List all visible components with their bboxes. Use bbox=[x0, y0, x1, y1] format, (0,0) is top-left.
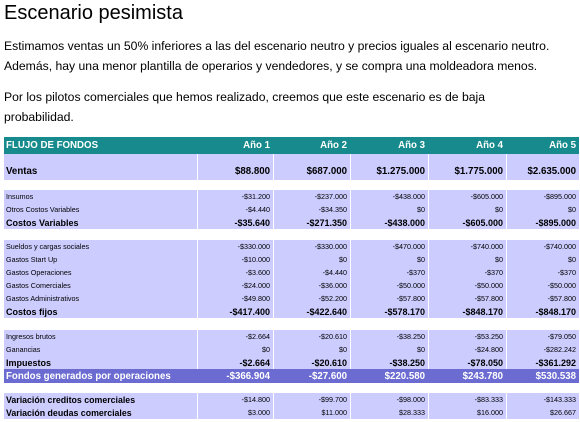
value-cell: -$57.800 bbox=[350, 292, 428, 305]
row-label: Insumos bbox=[6, 192, 34, 201]
value-cell: $26.667 bbox=[506, 406, 579, 419]
row-label: Gastos Comerciales bbox=[6, 281, 71, 290]
value-cell: -$27.600 bbox=[308, 370, 347, 382]
row-label: Gastos Operaciones bbox=[6, 268, 72, 277]
row-label: Sueldos y cargas sociales bbox=[6, 242, 90, 251]
value-cell: -$2.664 bbox=[197, 356, 273, 369]
value-cell: -$49.800 bbox=[197, 292, 273, 305]
table-title: FLUJO DE FONDOS bbox=[6, 140, 99, 151]
value-cell: -$848.170 bbox=[428, 305, 506, 318]
value-cell: -$438.000 bbox=[350, 216, 428, 229]
table-row-ganancias bbox=[4, 343, 579, 356]
spacer-row bbox=[4, 229, 579, 240]
value-cell: -$98.000 bbox=[350, 393, 428, 406]
row-label: Variación deudas comerciales bbox=[6, 407, 132, 418]
value-cell: -$38.250 bbox=[350, 330, 428, 343]
value-cell: -$895.000 bbox=[506, 216, 579, 229]
value-cell: -$370 bbox=[428, 266, 506, 279]
table-row-otros-costos-variables bbox=[4, 203, 579, 216]
value-cell: $0 bbox=[350, 343, 428, 356]
row-label: Ingresos brutos bbox=[6, 332, 56, 341]
value-cell: $11.000 bbox=[273, 406, 350, 419]
row-label: Variación creditos comerciales bbox=[6, 394, 136, 405]
table-row-ingresos-brutos bbox=[4, 330, 579, 343]
value-cell: -$3.600 bbox=[197, 266, 273, 279]
value-cell: -$271.350 bbox=[273, 216, 350, 229]
value-cell: -$4.440 bbox=[273, 266, 350, 279]
value-cell: -$237.000 bbox=[273, 190, 350, 203]
value-cell: -$78.050 bbox=[428, 356, 506, 369]
paragraph-line: probabilidad. bbox=[4, 110, 74, 124]
value-cell: $3.000 bbox=[197, 406, 273, 419]
value-cell: -$370 bbox=[506, 266, 579, 279]
value-cell: $0 bbox=[350, 253, 428, 266]
table-row-ventas bbox=[4, 162, 579, 180]
spacer-cell bbox=[428, 154, 506, 162]
column-header-year-2: Año 2 bbox=[320, 140, 347, 151]
value-cell: -$31.200 bbox=[197, 190, 273, 203]
column-header-year-4: Año 4 bbox=[476, 140, 503, 151]
column-header-year-5: Año 5 bbox=[549, 140, 576, 151]
spacer-cell bbox=[197, 154, 273, 162]
table-row-gastos-operaciones bbox=[4, 266, 579, 279]
value-cell: $687.000 bbox=[273, 162, 350, 180]
value-cell: -$470.000 bbox=[350, 240, 428, 253]
paragraph-line: Estimamos ventas un 50% inferiores a las del escenario neutro y precios iguales al escenario neutro. bbox=[4, 39, 550, 53]
value-cell: -$20.610 bbox=[273, 330, 350, 343]
value-cell: $0 bbox=[197, 343, 273, 356]
value-cell: -$57.800 bbox=[506, 292, 579, 305]
spacer-row bbox=[4, 180, 579, 190]
value-cell: -$14.800 bbox=[197, 393, 273, 406]
value-cell: -$848.170 bbox=[506, 305, 579, 318]
value-cell: -$2.664 bbox=[197, 330, 273, 343]
value-cell: -$36.000 bbox=[273, 279, 350, 292]
value-cell: $220.580 bbox=[384, 370, 425, 382]
page-title: Escenario pesimista bbox=[4, 2, 183, 24]
value-cell: -$83.333 bbox=[428, 393, 506, 406]
value-cell: -$740.000 bbox=[428, 240, 506, 253]
value-cell: -$282.242 bbox=[506, 343, 579, 356]
table-header-row bbox=[4, 137, 579, 154]
value-cell: $0 bbox=[350, 203, 428, 216]
row-label: Costos fijos bbox=[6, 306, 58, 317]
table-row-variacion-deudas bbox=[4, 406, 579, 419]
row-label: Fondos generados por operaciones bbox=[6, 370, 171, 382]
value-cell: -$605.000 bbox=[428, 190, 506, 203]
row-label: Gastos Administrativos bbox=[6, 294, 80, 303]
value-cell: $530.538 bbox=[535, 370, 576, 382]
paragraph-line: Además, hay una menor plantilla de operarios y vendedores, y se compra una moldeadora menos. bbox=[4, 59, 538, 73]
value-cell: $2.635.000 bbox=[506, 162, 579, 180]
value-cell: -$422.640 bbox=[273, 305, 350, 318]
row-label: Otros Costos Variables bbox=[6, 205, 80, 214]
spacer-cell bbox=[4, 154, 197, 162]
spacer-cell bbox=[273, 154, 350, 162]
value-cell: $0 bbox=[273, 253, 350, 266]
value-cell: $0 bbox=[506, 203, 579, 216]
value-cell: $0 bbox=[506, 253, 579, 266]
value-cell: -$50.000 bbox=[350, 279, 428, 292]
table-row-gastos-administrativos bbox=[4, 292, 579, 305]
row-label: Impuestos bbox=[6, 357, 52, 368]
table-row-gastos-start-up bbox=[4, 253, 579, 266]
value-cell: -$50.000 bbox=[428, 279, 506, 292]
value-cell: -$366.904 bbox=[226, 370, 270, 382]
value-cell: -$20.610 bbox=[273, 356, 350, 369]
value-cell: -$361.292 bbox=[506, 356, 579, 369]
column-header-year-1: Año 1 bbox=[243, 140, 270, 151]
value-cell: -$53.250 bbox=[428, 330, 506, 343]
table-row-impuestos bbox=[4, 356, 579, 369]
value-cell: $1.275.000 bbox=[350, 162, 428, 180]
value-cell: -$143.333 bbox=[506, 393, 579, 406]
value-cell: -$34.350 bbox=[273, 203, 350, 216]
spacer-row bbox=[4, 154, 579, 162]
value-cell: $88.800 bbox=[197, 162, 273, 180]
row-label: Gastos Start Up bbox=[6, 255, 58, 264]
value-cell: -$330.000 bbox=[197, 240, 273, 253]
row-label: Ganancias bbox=[6, 345, 41, 354]
table-row-sueldos bbox=[4, 240, 579, 253]
value-cell: -$10.000 bbox=[197, 253, 273, 266]
intro-paragraph bbox=[4, 36, 576, 76]
value-cell: -$417.400 bbox=[197, 305, 273, 318]
value-cell: -$605.000 bbox=[428, 216, 506, 229]
value-cell: -$4.440 bbox=[197, 203, 273, 216]
value-cell: -$740.000 bbox=[506, 240, 579, 253]
value-cell: -$438.000 bbox=[350, 190, 428, 203]
row-label: Costos Variables bbox=[6, 217, 79, 228]
probability-paragraph bbox=[4, 87, 576, 127]
column-header-year-3: Año 3 bbox=[398, 140, 425, 151]
value-cell: $243.780 bbox=[462, 370, 503, 382]
spacer-cell bbox=[506, 154, 579, 162]
table-row-gastos-comerciales bbox=[4, 279, 579, 292]
value-cell: -$38.250 bbox=[350, 356, 428, 369]
value-cell: $16.000 bbox=[428, 406, 506, 419]
value-cell: -$24.800 bbox=[428, 343, 506, 356]
value-cell: -$330.000 bbox=[273, 240, 350, 253]
value-cell: $28.333 bbox=[350, 406, 428, 419]
value-cell: -$99.700 bbox=[273, 393, 350, 406]
table-row-fondos-generados bbox=[4, 369, 579, 383]
value-cell: -$370 bbox=[350, 266, 428, 279]
value-cell: -$24.000 bbox=[197, 279, 273, 292]
value-cell: -$79.050 bbox=[506, 330, 579, 343]
value-cell: $0 bbox=[428, 253, 506, 266]
value-cell: $0 bbox=[273, 343, 350, 356]
spacer-row bbox=[4, 383, 579, 393]
value-cell: $0 bbox=[428, 203, 506, 216]
table-row-costos-variables bbox=[4, 216, 579, 229]
cash-flow-table bbox=[4, 137, 579, 419]
spacer-row bbox=[4, 318, 579, 330]
value-cell: $1.775.000 bbox=[428, 162, 506, 180]
table-row-insumos bbox=[4, 190, 579, 203]
value-cell: -$57.800 bbox=[428, 292, 506, 305]
table-row-costos-fijos bbox=[4, 305, 579, 318]
paragraph-line: Por los pilotos comerciales que hemos realizado, creemos que este escenario es de baja bbox=[4, 90, 485, 104]
row-label: Ventas bbox=[6, 165, 38, 177]
spacer-cell bbox=[350, 154, 428, 162]
value-cell: -$50.000 bbox=[506, 279, 579, 292]
value-cell: -$895.000 bbox=[506, 190, 579, 203]
value-cell: -$52.200 bbox=[273, 292, 350, 305]
value-cell: -$35.640 bbox=[197, 216, 273, 229]
table-row-variacion-creditos bbox=[4, 393, 579, 406]
value-cell: -$578.170 bbox=[350, 305, 428, 318]
